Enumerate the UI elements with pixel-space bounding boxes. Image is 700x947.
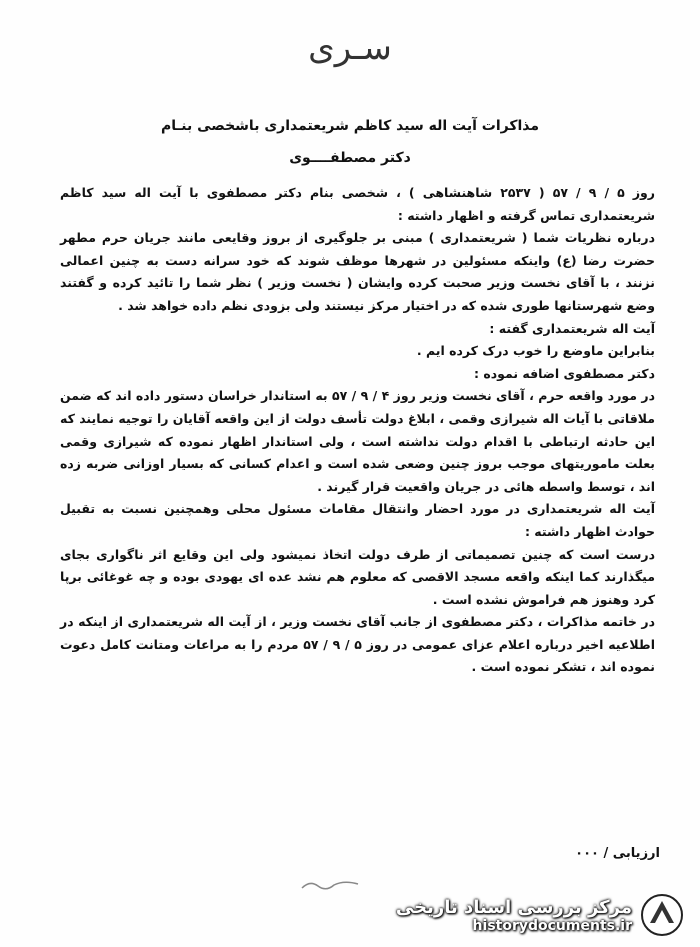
paragraph: دکتر مصطفوی اضافه نموده : [473,365,655,381]
classification-mark: سـری [308,28,392,68]
watermark-url: historydocuments.ir [472,917,632,934]
paragraph: روز ۵ / ۹ / ۵۷ ( ۲۵۳۷ شاهنشاهی ) ، شخصی بنام دکتر مصطفوی با آیت اله سید کاظم شریعتمداری تماس گرفته و اظهار داشته : [60,185,655,223]
paragraph: آیت اله شریعتمداری گفته : [489,320,655,336]
paragraph: در مورد واقعه حرم ، آقای نخست وزیر روز ۴ / ۹ / ۵۷ به استاندار خراسان دستور داده اند که ضمن ملاقاتی با آیات اله شیرازی وقمی ، ابلاغ دولت تأسف دولت از این واقعه آقایان را توجیه نمایند که این حادثه ارتباطی با اقدام دولت نداشته است ، ولی استاندار اظهار نموده که شیرازی وقمی بعلت ماموریتهای موجب بروز چنین وضعی شده است و اعدام کسانی که بسیار اوزانی ضربه زده اند ، توسط واسطه هائی در جریان واقعیت قرار گیرند . [60,388,655,494]
paragraph: درباره نظریات شما ( شریعتمداری ) مبنی بر جلوگیری از بروز وقایعی مانند جریان حرم مطهر حضرت رضا (ع) واینکه مسئولین در شهرها موظف شوند که خود سرانه دست به چنین اعمالی نزنند ، با آقای نخست وزیر صحبت کرده وایشان ( نخست وزیر ) نظر شما را تائید کرده و گفتند وضع شهرستانها طوری شده که در اختیار مرکز نیستند ولی بزودی نظم داده خواهد شد . [60,230,655,313]
watermark-title: مرکز بررسی اسناد تاریخی [395,896,632,918]
signature-scribble [300,876,360,894]
archive-logo-icon [640,893,684,937]
document-subtitle: دکتر مصطفــــوی [289,150,411,166]
evaluation-line: ارزیابی / ۰۰۰ [575,846,660,861]
document-body [60,182,655,679]
document-title: مذاکرات آیت اله سید کاظم شریعتمداری باشخصی بنـام [160,118,540,134]
paragraph: بنابراین ماوضع را خوب درک کرده ایم . [416,343,655,359]
watermark [396,893,684,937]
paragraph: در خاتمه مذاکرات ، دکتر مصطفوی از جانب آقای نخست وزیر ، از آیت اله شریعتمداری از اینکه در اطلاعیه اخیر درباره اعلام عزای عمومی در روز ۵ / ۹ / ۵۷ مردم را به مراعات ومتانت کامل دعوت نموده اند ، تشکر نموده است . [60,614,655,675]
paragraph: آیت اله شریعتمداری در مورد احضار وانتقال مقامات مسئول محلی وهمچنین نسبت به تقبیل حوادث اظهار داشته : [60,501,655,539]
paragraph: درست است که چنین تصمیماتی از طرف دولت اتخاذ نمیشود ولی این وقایع اثر ناگواری بجای میگذارند کما اینکه واقعه مسجد الاقصی که معلوم هم نشد عده ای یهودی بوده و چه غوغائی برپا کرد وهنوز هم فراموش نشده است . [60,546,655,607]
